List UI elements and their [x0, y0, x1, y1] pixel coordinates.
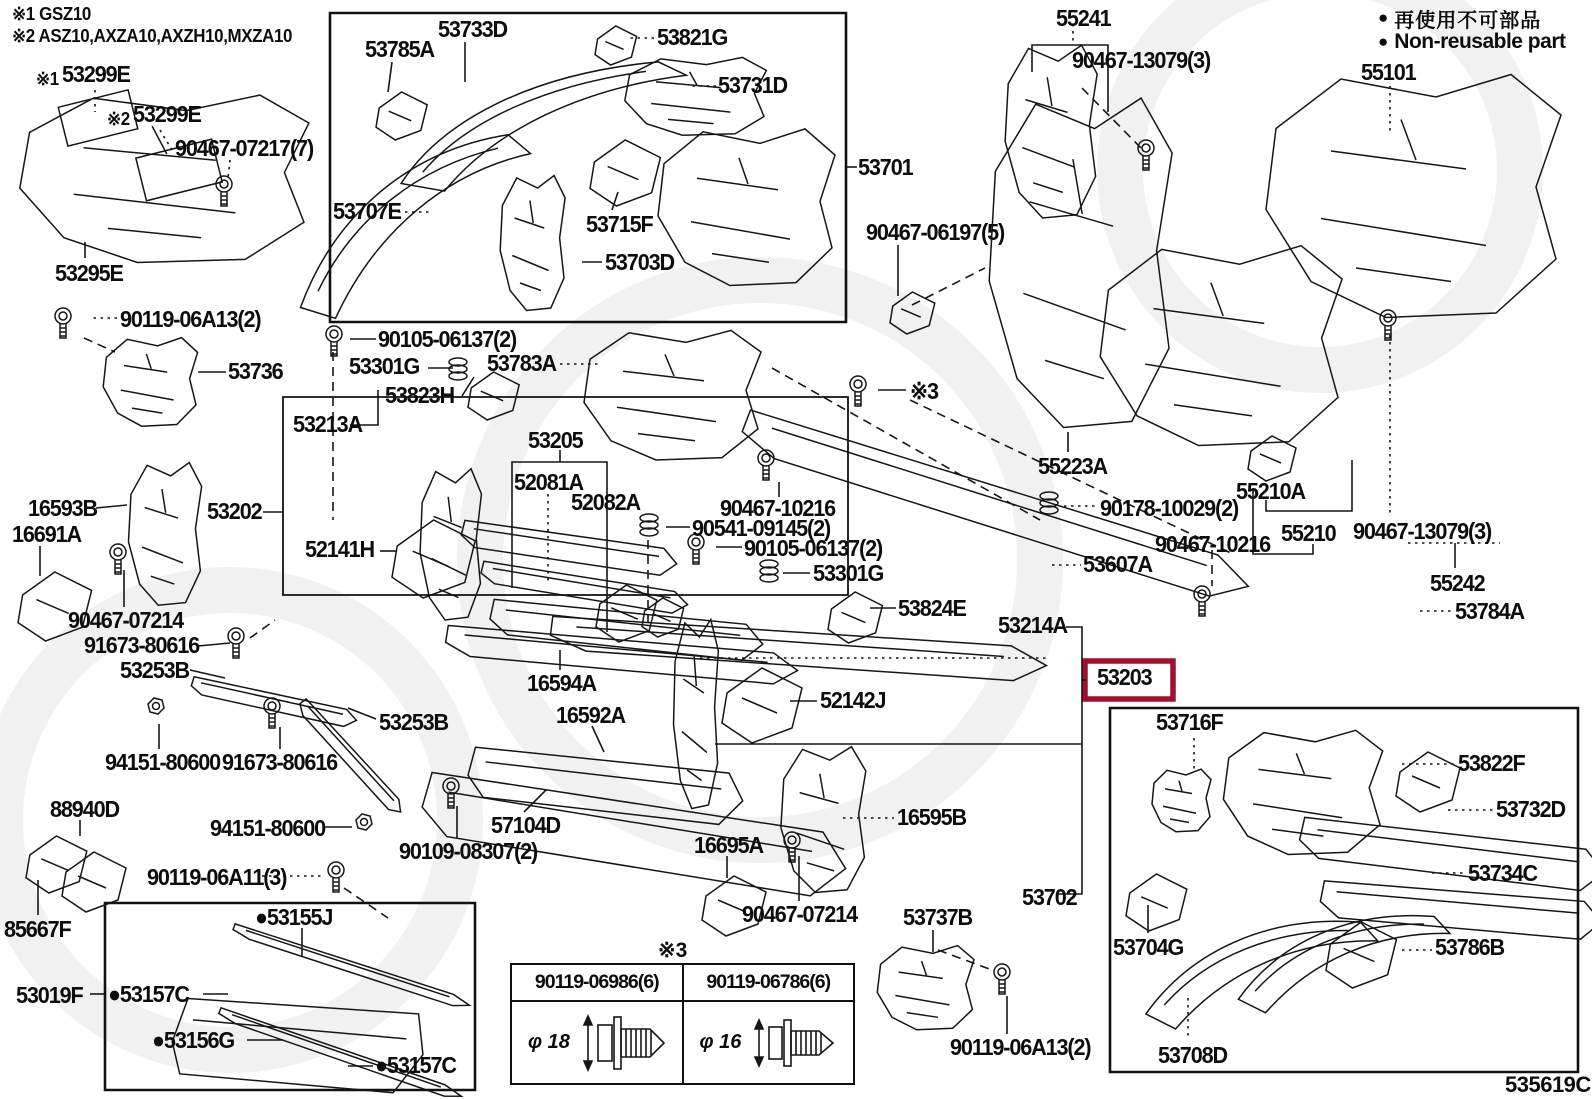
part-number-label: ●53157C	[108, 981, 189, 1007]
part-number-label: 16592A	[556, 702, 625, 728]
part-drawings	[18, 26, 1592, 1099]
part-number-label: 53733D	[438, 16, 507, 42]
part-number-label: 16595B	[897, 804, 966, 830]
part-number-label: 53783A	[487, 350, 556, 376]
part-number-label: 53019F	[16, 982, 83, 1008]
note-label: ※2 ASZ10,AXZA10,AXZH10,MXZA10	[12, 26, 293, 46]
part-number-label: 55241	[1056, 5, 1111, 31]
part-number-label: 90119-06A13(2)	[120, 306, 261, 332]
part-number-label: 55223A	[1038, 453, 1107, 479]
clip-part-number: 90119-06786(6)	[682, 965, 854, 1000]
clip-diameter: φ 16	[699, 1031, 742, 1053]
part-number-label: 90467-07214	[68, 607, 184, 633]
part-number-label: 53786B	[1435, 934, 1504, 960]
legend-text-en: Non-reusable part	[1394, 30, 1566, 53]
part-number-label: 53701	[858, 154, 913, 180]
highlighted-part-number: 53203	[1097, 664, 1152, 690]
part-number-label: 53823H	[385, 382, 454, 408]
part-number-label: 53822F	[1458, 750, 1525, 776]
part-number-label: ●53155J	[255, 904, 333, 930]
part-number-label: 53737B	[903, 904, 972, 930]
part-number-label: 53704G	[1113, 934, 1184, 960]
part-number-label: 16593B	[28, 495, 97, 521]
part-number-label: 53702	[1022, 884, 1077, 910]
legend-bullet-icon: ●	[1378, 32, 1389, 51]
part-number-label: 90119-06A11(3)	[147, 864, 287, 890]
part-number-label: ※3	[910, 378, 938, 404]
part-number-label: 90119-06A13(2)	[950, 1034, 1091, 1060]
part-number-label: 53214A	[998, 612, 1067, 638]
part-number-label: 85667F	[4, 916, 71, 942]
part-number-label: 90178-10029(2)	[1100, 495, 1239, 521]
part-number-label: 90467-07217(7)	[175, 135, 314, 161]
part-number-label: 90467-13079(3)	[1072, 47, 1211, 73]
part-number-label: 53301G	[813, 560, 884, 586]
part-number-label: 53205	[528, 427, 583, 453]
clip-part-number: 90119-06986(6)	[534, 971, 659, 993]
part-number-label: 91673-80616	[84, 632, 200, 658]
part-number-label: 90541-09145(2)	[692, 515, 831, 541]
part-number-label: 53821G	[657, 24, 728, 50]
part-number-label: 53253B	[379, 709, 448, 735]
part-number-label: 53824E	[898, 595, 966, 621]
part-number-label: 55101	[1361, 59, 1416, 85]
part-number-label: 90105-06137(2)	[378, 326, 517, 352]
part-number-label: 53716F	[1156, 709, 1223, 735]
part-number-label: 55210	[1281, 520, 1336, 546]
part-number-label: 53707E	[333, 198, 401, 224]
part-number-label: 90467-10216	[1155, 531, 1271, 557]
part-number-label: 53299E	[133, 101, 201, 127]
legend-text-jp: 再使用不可部品	[1394, 9, 1542, 32]
part-number-label: 53734C	[1468, 860, 1537, 886]
part-number-label: 57104D	[491, 812, 560, 838]
part-number-label: 52082A	[571, 489, 640, 515]
part-number-label: 94151-80600	[105, 749, 221, 775]
part-number-label: 53731D	[718, 72, 787, 98]
part-number-label: 53732D	[1496, 796, 1565, 822]
part-number-label: 90467-06197(5)	[866, 219, 1005, 245]
part-number-label: 53299E	[62, 61, 130, 87]
part-number-label: 16691A	[12, 521, 81, 547]
part-number-label: ●53156G	[152, 1027, 235, 1053]
part-number-label: 90467-13079(3)	[1353, 518, 1492, 544]
clip-icon	[576, 1011, 672, 1075]
part-number-label: 53784A	[1455, 598, 1524, 624]
part-number-label: 52141H	[305, 536, 374, 562]
clip-size-table	[510, 963, 855, 1085]
part-number-label: 88940D	[50, 796, 119, 822]
part-number-label: 53703D	[605, 249, 674, 275]
part-number-label: 90467-07214	[742, 901, 858, 927]
diagram-code: 535619C	[1505, 1072, 1591, 1097]
part-number-label: 53785A	[365, 36, 434, 62]
part-number-label: 90109-08307(2)	[399, 838, 538, 864]
part-number-label: 53708D	[1158, 1042, 1227, 1068]
part-number-label: 90467-10216	[720, 495, 836, 521]
part-number-label: 94151-80600	[210, 815, 326, 841]
clip-icon	[747, 1011, 843, 1075]
part-number-label: 53213A	[293, 411, 362, 437]
part-number-label: 52142J	[820, 687, 886, 713]
legend-bullet-icon: ●	[1378, 8, 1389, 27]
part-number-label: 52081A	[514, 469, 583, 495]
part-number-label: 53253B	[120, 657, 189, 683]
part-number-label: 53202	[207, 498, 262, 524]
part-number-label: 53301G	[349, 353, 420, 379]
part-number-label: 16695A	[694, 832, 763, 858]
note-label: ※1 GSZ10	[12, 4, 91, 24]
non-reusable-legend	[1378, 6, 1565, 54]
part-number-label: 91673-80616	[222, 749, 338, 775]
part-number-label: ●53157C	[375, 1052, 456, 1078]
part-number-label: 16594A	[527, 670, 596, 696]
part-number-label: 55242	[1430, 570, 1485, 596]
part-number-label: 53715F	[586, 211, 653, 237]
note-label: ※1	[36, 69, 59, 89]
part-number-label: 55210A	[1236, 478, 1305, 504]
clip-table-note: ※3	[658, 939, 688, 962]
part-number-label: 90105-06137(2)	[744, 535, 883, 561]
clip-diameter: φ 18	[528, 1031, 570, 1053]
part-number-label: 53736	[228, 358, 283, 384]
part-number-label: 53607A	[1083, 551, 1152, 577]
note-label: ※2	[107, 109, 130, 129]
part-number-label: 53295E	[55, 260, 123, 286]
